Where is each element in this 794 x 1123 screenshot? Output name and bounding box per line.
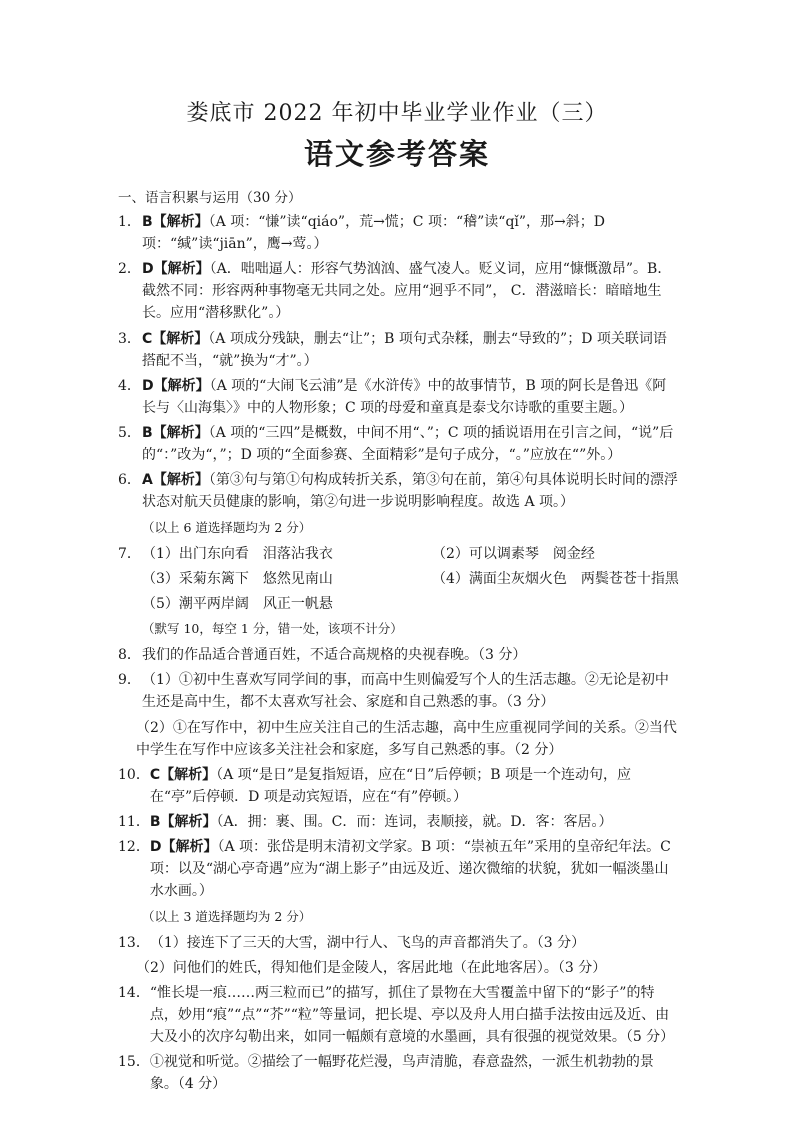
analysis-text: （A．拥：裹、围。C．而：连词，表顺接，就。D．客：客居。） [216,813,613,830]
answer-choice: D [142,377,154,394]
answer-choice: A [142,472,153,489]
analysis-tag: 【解析】 [161,839,218,856]
analysis-tag: 【解析】 [153,377,210,394]
question-item [118,375,678,419]
analysis-text: （A．咄咄逼人：形容气势汹汹、盛气凌人。贬义词，应用“慷慨激昂”。B．截然不同：形容两种事物毫无共同之处。应用“迥乎不同”， C．潜滋暗长：暗暗地生长。应用“潜移默化”。） [142,261,672,322]
analysis-text: （A 项：“慊”读“qiáo”，荒→慌；C 项：“稽”读“qǐ”，那→斜；D 项：“缄”读“jiān”，鹰→莺。） [142,214,605,252]
recitation-line: （4）满面尘灰烟火色 两鬓苍苍十指黑 [432,570,679,587]
analysis-text: （A 项“是日”是复指短语，应在“日”后停顿；B 项是一个连动句，应在“亭”后停顿．D 项是动宾短语，应在“有”停顿。） [149,766,632,805]
question-number: 4． [118,377,141,394]
question-item [118,469,678,513]
question-item [118,644,678,666]
answer-choice: D [142,261,154,278]
document-subtitle: 语文参考答案 [303,137,490,171]
analysis-text: （第③句与第①句构成转折关系，第③句在前，第④句具体说明长时间的漂浮状态对航天员健康的影响，第②句进一步说明影响程度。故选 A 项。） [142,472,678,511]
answer-choice: D [149,839,162,856]
recitation-line: （3）采菊东篱下 悠然见南山 [142,570,333,587]
analysis-text: （A 项：张岱是明末清初文学家。B 项：“崇祯五年”采用的皇帝纪年法。C 项：以及“湖心亭奇遇”应为“湖上影子”由远及近、递次微缩的状貌，犹如一幅淡墨山水水画。） [149,839,671,900]
question-item [118,1051,678,1095]
question-item [118,669,678,713]
analysis-tag: 【解析】 [152,425,209,442]
score-note: （以上 3 道选择题均为 2 分） [142,908,312,924]
question-number: 3． [118,330,141,347]
question-number: 12． [118,839,150,856]
analysis-tag: 【解析】 [160,766,217,783]
question-number: 14． [118,984,150,1001]
analysis-text: （A 项的“三四”是概数，中间不用“、”；C 项的插说语用在引言之间，“说”后的“：”改为“，”；D 项的“全面参赛、全面精彩”是句子成分，“。”应放在“”外。） [142,425,674,464]
question-number: 13． [118,934,150,951]
question-item [118,811,678,833]
question-number: 8． [118,647,141,664]
question-item [118,422,678,466]
question-number: 2． [118,261,141,278]
answer-choice: B [142,214,153,230]
answer-text: ①视觉和听觉。②描绘了一幅野花烂漫，鸟声清脆，春意盎然，一派生机勃勃的景象。（4 分） [149,1054,654,1093]
score-note: （默写 10，每空 1 分，错一处，该项不计分） [142,621,403,637]
question-number: 5． [118,425,141,442]
section-heading: 一、语言积累与运用（30 分） [118,190,302,206]
answer-subpart: （2）①在写作中，初中生应关注自己的生活志趣，高中生应重视同学间的关系。②当代中学生在写作中应该多关注社会和家庭，多写自己熟悉的事。（2 分） [136,719,677,758]
analysis-tag: 【解析】 [153,261,210,278]
question-item [118,836,678,902]
analysis-tag: 【解析】 [160,813,217,830]
question-number: 7． [118,545,141,562]
question-number: 15． [118,1054,150,1071]
question-number: 11． [118,813,150,830]
answer-choice: B [149,813,161,830]
recitation-answers [142,543,702,615]
question-number: 9． [118,672,141,689]
question-item [118,328,678,372]
question-item [118,932,678,954]
answer-subpart: （2）问他们的姓氏，得知他们是金陵人，客居此地（在此地客居）。（3 分） [136,959,607,976]
analysis-text: （A 项的“大闹飞云浦”是《水浒传》中的故事情节，B 项的阿长是鲁迅《阿长与〈山海集〉》中的人物形象；C 项的母爱和童真是泰戈尔诗歌的重要主题。） [142,377,667,416]
recitation-line: （1）出门东向看 泪落沾我衣 [142,545,333,562]
document-title: 娄底市 2022 年初中毕业学业作业（三） [186,101,608,126]
answer-text: （1）接连下了三天的大雪，湖中行人、飞鸟的声音都消失了。（3 分） [149,934,586,951]
analysis-tag: 【解析】 [152,472,209,489]
recitation-line: （2）可以调素琴 阅金经 [432,545,595,562]
answer-choice: B [142,425,153,442]
analysis-tag: 【解析】 [152,330,209,347]
answer-text: “惟长堤一痕……两三粒而已”的描写，抓住了景物在大雪覆盖中留下的“影子”的特点，妙用“痕”“点”“芥”“粒”等量词，把长堤、亭以及舟人用白描手法按由远及近、由大及小的次序勾勒出来，如同一幅颇有意境的水墨画，具有很强的视觉效果。（5 分） [149,984,675,1045]
analysis-text: （A 项成分残缺，删去“让”；B 项句式杂糅，删去“导致的”；D 项关联词语搭配不当，“就”换为“才”。） [142,330,667,369]
recitation-line: （5）潮平两岸阔 风正一帆悬 [142,595,333,612]
score-note: （以上 6 道选择题均为 2 分） [142,519,312,535]
question-item [118,982,678,1048]
question-item [118,543,678,615]
answer-text: 我们的作品适合普通百姓，不适合高规格的央视春晚。（3 分） [142,647,527,664]
answer-text: （1）①初中生喜欢写同学间的事，而高中生则偏爱写个人的生活志趣。②无论是初中生还是高中生，都不太喜欢写社会、家庭和自己熟悉的事。（3 分） [142,672,669,711]
answer-content [118,187,678,1098]
answer-choice: C [149,766,161,783]
question-item [118,211,678,255]
analysis-tag: 【解析】 [152,214,209,230]
answer-choice: C [142,330,153,347]
question-number: 10． [118,766,150,783]
question-number: 1． [118,214,141,230]
question-item [118,258,678,324]
question-number: 6． [118,472,141,489]
question-item [118,764,678,808]
